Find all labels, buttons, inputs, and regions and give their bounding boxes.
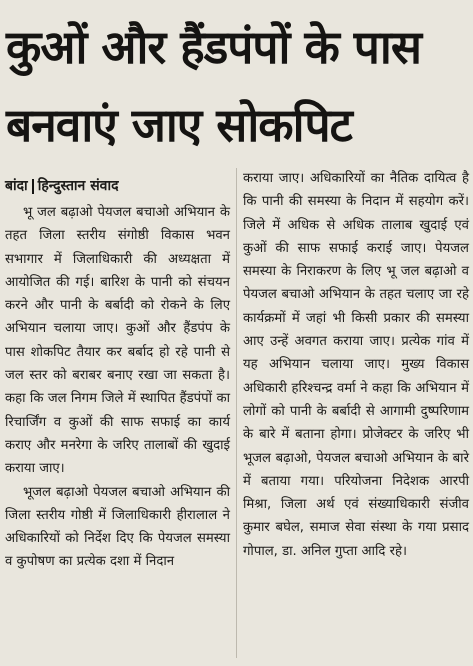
headline-line-1: कुओं और हैंडपंपों के पास bbox=[6, 20, 421, 74]
byline bbox=[5, 176, 235, 195]
body-paragraph-3: कराया जाए। अधिकारियों का नैतिक दायित्व है कि पानी की समस्या के निदान में सहयोग करें। जिले में अधिक से अधिक तालाब खुदाई एवं कुओं की साफ सफाई कराई जाए। पेयजल समस्या के निराकरण के लिए भू जल बढ़ाओ व पेयजल बचाओ अभियान के तहत चलाए जा रहे कार्यक्रमों में जहां भी किसी प्रकार की समस्या आए उन्हें अवगत कराया जाए। प्रत्येक गांव में यह अभियान चलाया जाए। मुख्य विकास अधिकारी हरिश्चन्द्र वर्मा ने कहा कि अभियान में लोगों को पानी के बर्बादी से आगामी दुष्परिणाम के बारे में बताना होगा। प्रोजेक्टर के जरिए भी भूजल बढ़ाओ, पेयजल बचाओ अभियान के बारे में बताया गया। परियोजना निदेशक आरपी मिश्रा, जिला अर्थ एवं संख्याधिकारी संजीव कुमार बघेल, समाज सेवा संस्था के गया प्रसाद गोपाल, डा. अनिल गुप्ता आदि रहे। bbox=[243, 171, 469, 559]
body-paragraph-1: भू जल बढ़ाओ पेयजल बचाओ अभियान के तहत जिला स्तरीय संगोष्ठी विकास भवन सभागार में जिलाधिकारी की अध्यक्षता में आयोजित की गई। बारिश के पानी को संचयन करने और पानी के बर्बादी को रोकने के लिए अभियान चलाया जाए। कुओं और हैंडपंप के पास शोकपिट तैयार कर बर्बाद हो रहे पानी से जल स्तर को बराबर बनाए रखा जा सकता है। कहा कि जल निगम जिले में स्थापित हैंडपंपों का रिचार्जिंग व कुओं की साफ सफाई का कार्य कराए और मनरेगा के जरिए तालाबों की खुदाई कराया जाए। bbox=[5, 205, 230, 477]
column-divider bbox=[236, 168, 237, 658]
body-paragraph-2: भूजल बढ़ाओ पेयजल बचाओ अभियान की जिला स्तरीय गोष्ठी में जिलाधिकारी हीरालाल ने अधिकारियों को निर्देश दिए कि पेयजल समस्या व कुपोषण का प्रत्येक दशा में निदान bbox=[5, 484, 230, 570]
headline bbox=[6, 8, 468, 164]
left-column bbox=[5, 201, 230, 574]
byline-separator bbox=[32, 179, 34, 194]
headline-line-2: बनवाएं जाए सोकपिट bbox=[6, 98, 352, 152]
byline-source: हिन्दुस्तान संवाद bbox=[37, 178, 119, 194]
right-column bbox=[243, 167, 469, 563]
byline-place: बांदा bbox=[5, 178, 28, 194]
